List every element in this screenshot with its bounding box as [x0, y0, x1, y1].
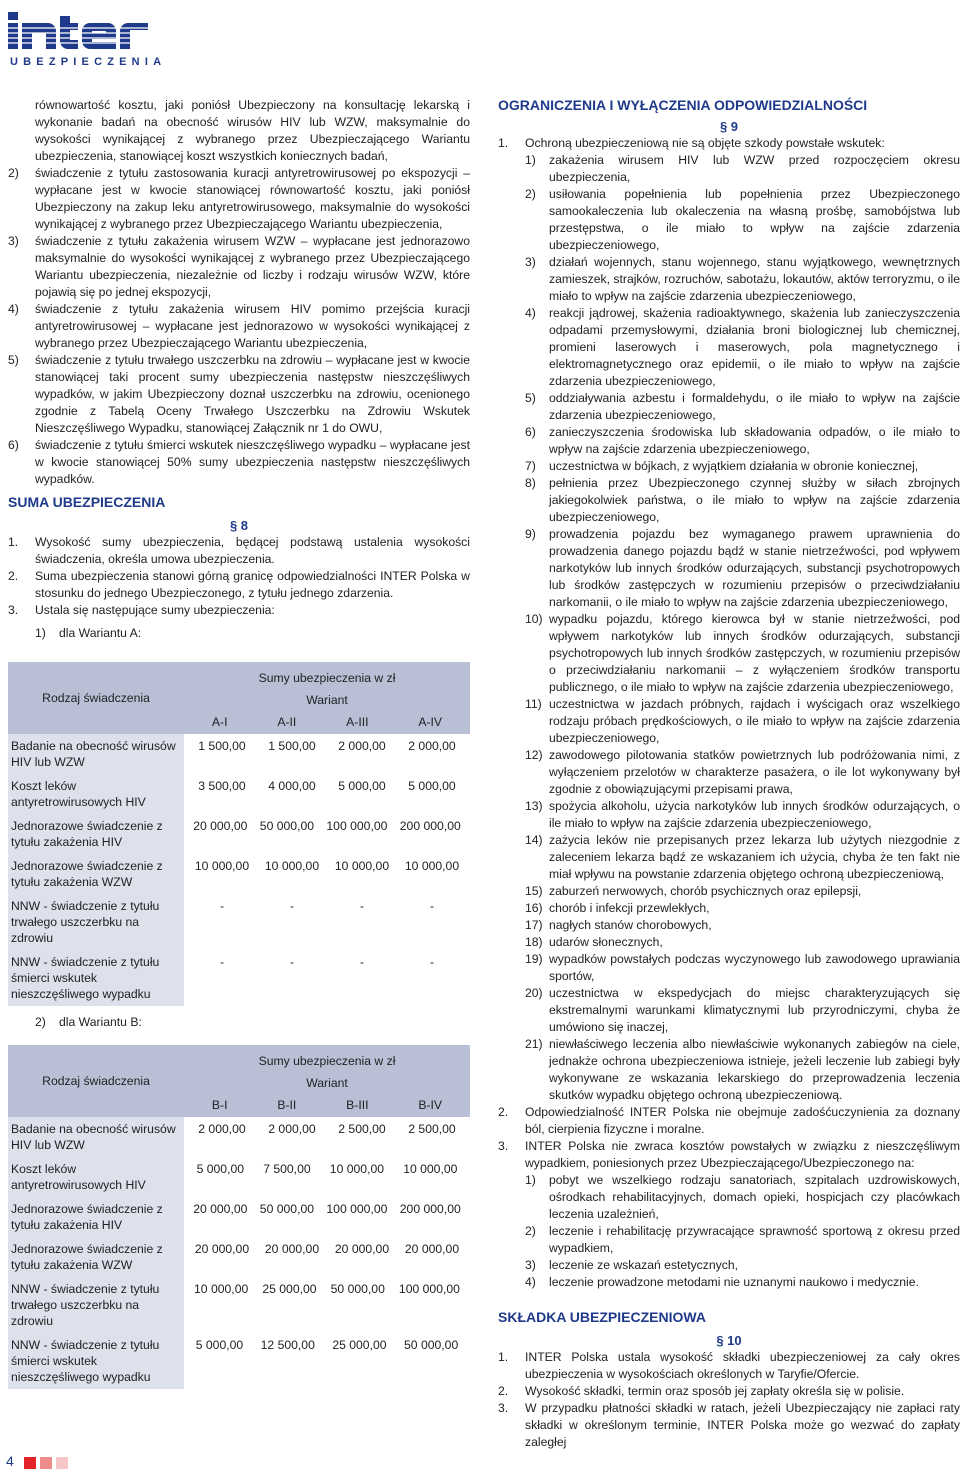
restriction-2: 2. Odpowiedzialność INTER Polska nie obejmuje zadośćuczynienia za doznany ból, cierpienia fizyczne i moralne. [498, 1105, 960, 1136]
table-row-header: Rodzaj świadczenia [8, 1045, 184, 1117]
exclusion-item: 19) wypadków powstałych podczas wyczynowego lub zawodowego uprawiania sportów, [525, 952, 960, 983]
table-row [8, 774, 470, 814]
table-cell-value: 5 000,00 [196, 1162, 245, 1176]
table-cell-value: 10 000,00 [329, 1162, 385, 1176]
table-cell-value: 20 000,00 [334, 1242, 390, 1256]
benefit-item: 4) świadczenie z tytułu zakażenia wirusem HIV pomimo przejścia kuracji antyretrowirusowej – wypłacane jest jednorazowo w wysokości wynikającej z wybranego przez Ubezpieczającego Wariantu ubezpieczenia, [8, 302, 470, 350]
exclusion-item: 15) zaburzeń nerwowych, chorób psychicznych oraz epilepsji, [525, 884, 862, 898]
table-cell-value: 5 000,00 [408, 779, 456, 793]
table-row [8, 734, 470, 774]
restrictions-heading: OGRANICZENIA I WYŁĄCZENIA ODPOWIEDZIALNOŚCI [498, 97, 868, 113]
table-row-label: Badanie na obecność wirusów HIV lub WZW [8, 1117, 184, 1157]
exclusion-item: 6) zanieczyszczenia środowiska lub składowania odpadów, o ile miało to wpływ na zajście zdarzenia ubezpieczeniowego, [525, 425, 960, 456]
table-cell-value: - [359, 955, 365, 969]
table-column-header: A-I [211, 715, 228, 729]
variant-b-label: 2) dla Wariantu B: [35, 1015, 142, 1029]
table-column-header: B-III [346, 1098, 369, 1112]
skladka-item: 3. W przypadku płatności składki w ratach, jeżeli Ubezpieczający nie zapłaci raty składki w określonym terminie, INTER Polska może go wezwać do zapłaty zaległej [498, 1401, 960, 1449]
table-variant-header: Wariant [184, 686, 470, 708]
table-row [8, 854, 470, 894]
table-cell-value: 2 000,00 [338, 739, 386, 753]
exclusion-list [498, 152, 960, 1104]
table-cell-value: 2 000,00 [408, 739, 456, 753]
table-cell-value: 20 000,00 [404, 1242, 460, 1256]
table-cell-value: 50 000,00 [330, 1282, 385, 1296]
right-column [498, 97, 960, 1451]
exclusion-item: 2) usiłowania popełnienia lub popełnienia przez Ubezpieczonego samookaleczenia lub okaleczenia na własną prośbę, samobójstwa lub przestępstwa, o ile miało to wpływ na zajście zdarzenia ubezpieczeniowego, [525, 187, 960, 252]
exclusion-item: 11) uczestnictwa w jazdach próbnych, rajdach i wyścigach oraz wszelkiego rodzaju próbach prędkościowych, o ile miało to wpływ na zajście zdarzenia ubezpieczeniowego, [525, 697, 960, 745]
table-row-label: Badanie na obecność wirusów HIV lub WZW [8, 734, 184, 774]
inter-logo [6, 6, 166, 66]
table-cell-value: 100 000,00 [326, 819, 388, 833]
exclusion-item: 1) zakażenia wirusem HIV lub WZW przed rozpoczęciem okresu ubezpieczenia, [525, 153, 960, 184]
table-cell-value: 100 000,00 [398, 1282, 460, 1296]
footer-square-pink [40, 1457, 52, 1469]
intro-text: równowartość kosztu, jaki poniósł Ubezpieczony na konsultację lekarską i wykonanie badań na obecność wirusów HIV lub WZW, maksymalnie do wysokości wynikającej z wybranego przez Ubezpieczającego Wariantu ubezpieczenia, stanowiącej koszt wszystkich koniecznych badań, [35, 98, 470, 163]
logo-subtitle: UBEZPIECZENIA [10, 56, 167, 68]
table-cell-value: 5 000,00 [195, 1338, 244, 1352]
table-column-header: A-IV [418, 715, 443, 729]
exclusion-item: 12) zawodowego pilotowania statków powietrznych lub podróżowania nimi, z wyłączeniem przelotów w charakterze pasażera, o ile lot wykonywany był zgodnie z obowiązującymi przepisami prawa, [525, 748, 960, 796]
table-row [8, 1237, 470, 1277]
suma-list [8, 534, 470, 619]
table-cell-value: - [219, 899, 225, 913]
benefit-item: 2) świadczenie z tytułu zastosowania kuracji antyretrowirusowej po ekspozycji – wypłacane jest w kwocie stanowiącej równowartość kosztu, jaki poniósł Ubezpieczony na zakup leku antyretrowirusowego, maksymalnie do wysokości wynikającej z wybranego przez Ubezpieczającego Wariantu ubezpieczenia, [8, 166, 470, 231]
table-cell-value: 10 000,00 [194, 859, 250, 873]
table-row [8, 1277, 470, 1333]
suma-item: 2. Suma ubezpieczenia stanowi górną granicę odpowiedzialności INTER Polska w stosunku do jednego Ubezpieczonego, z tytułu jednego zdarzenia. [8, 569, 470, 600]
suma-heading: SUMA UBEZPIECZENIA [8, 494, 166, 510]
skladka-item: 1. INTER Polska ustala wysokość składki ubezpieczeniowej za cały okres ubezpieczenia w wysokościach określonych w Taryfie/Ofercie. [498, 1350, 960, 1381]
table-cell-value: - [219, 955, 225, 969]
table-variant-a [8, 662, 470, 1006]
inter-logo-mark [6, 6, 166, 52]
table-cell-value: 20 000,00 [193, 1202, 248, 1216]
table-cell-value: 50 000,00 [259, 1202, 315, 1216]
table-cell-value: 200 000,00 [399, 819, 461, 833]
table-cell-value: 10 000,00 [403, 1162, 458, 1176]
restriction-1: 1. Ochroną ubezpieczeniową nie są objęte szkody powstałe wskutek: [498, 136, 885, 150]
table-cell-value: 2 500,00 [338, 1122, 386, 1136]
suma-item: 1. Wysokość sumy ubezpieczenia, będącej podstawą ustalenia wysokości świadczenia, określa umowa ubezpieczenia. [8, 535, 470, 566]
table-cell-value: 20 000,00 [193, 819, 248, 833]
table-sum-header: Sumy ubezpieczenia w zł [184, 1045, 470, 1069]
exclusion-item: 20) uczestnictwa w ekspedycjach do miejsc charakteryzujących się ekstremalnymi warunkami klimatycznymi lub przyrodniczymi, chyba że umówiono się inaczej, [525, 986, 960, 1034]
benefit-list [8, 165, 470, 488]
table-cell-value: 2 500,00 [408, 1122, 456, 1136]
table-row [8, 894, 470, 950]
cost-exclusion-list [498, 1172, 960, 1291]
restriction-3: 3. INTER Polska nie zwraca kosztów powstałych w związku z nieszczęśliwym wypadkiem, poniesionych przez Ubezpieczającego/Ubezpieczonego na: [498, 1139, 960, 1170]
skladka-list [498, 1349, 960, 1451]
cost-exclusion-item: 1) pobyt we wszelkiego rodzaju sanatoriach, szpitalach uzdrowiskowych, ośrodkach rehabilitacyjnych, domach opieki, hospicjach czy placówkach leczenia uzależnień, [525, 1173, 960, 1221]
table-row-label: Jednorazowe świadczenie z tytułu zakażenia WZW [8, 854, 184, 894]
table-cell-value: 10 000,00 [264, 859, 320, 873]
skladka-heading: SKŁADKA UBEZPIECZENIOWA [498, 1309, 706, 1325]
exclusion-item: 14) zażycia leków nie przepisanych przez lekarza lub użytych niezgodnie z zaleceniem lekarza bądź ze wskazaniem ich użycia, chyba że ten fakt nie miał wpływu na powstanie zdarzenia objętego ochroną ubezpieczeniową, [525, 833, 960, 881]
exclusion-item: 7) uczestnictwa w bójkach, z wyjątkiem działania w obronie koniecznej, [525, 459, 919, 473]
exclusion-item: 13) spożycia alkoholu, użycia narkotyków lub innych środków odurzających, o ile miało to wpływ na zajście zdarzenia ubezpieczeniowego, [525, 799, 960, 830]
table-cell-value: 20 000,00 [264, 1242, 320, 1256]
table-row-label: Jednorazowe świadczenie z tytułu zakażenia HIV [8, 1197, 184, 1237]
exclusion-item: 16) chorób i infekcji przewlekłych, [525, 901, 710, 915]
left-column [8, 97, 470, 1389]
table-cell-value: 50 000,00 [404, 1338, 459, 1352]
table-row-label: NNW - świadczenie z tytułu trwałego uszczerbku na zdrowiu [8, 1277, 184, 1333]
table-cell-value: 7 500,00 [263, 1162, 311, 1176]
table-cell-value: 10 000,00 [404, 859, 460, 873]
benefit-item: 6) świadczenie z tytułu śmierci wskutek nieszczęśliwego wypadku – wypłacane jest w kwocie stanowiącej 50% sumy ubezpieczenia następstw nieszczęśliwych wypadków. [8, 438, 470, 486]
benefit-item: 5) świadczenie z tytułu trwałego uszczerbku na zdrowiu – wypłacane jest w kwocie stanowiącej taki procent sumy ubezpieczenia następstw nieszczęśliwych wypadków, w jakim Ubezpieczony doznał uszczerbku na zdrowiu, ocenionego zgodnie z Tabelą Oceny Trwałego Uszczerbku na Zdrowiu Wskutek Nieszczęśliwego Wypadku, stanowiącej Załącznik nr 1 do OWU, [8, 353, 470, 435]
table-row [8, 1157, 470, 1197]
table-cell-value: - [359, 899, 365, 913]
cost-exclusion-item: 4) leczenie prowadzone metodami nie uznanymi naukowo i medycznie. [525, 1275, 919, 1289]
table-row-label: Koszt leków antyretrowirusowych HIV [8, 1157, 184, 1197]
footer-square-red [24, 1457, 36, 1469]
table-cell-value: 25 000,00 [262, 1282, 317, 1296]
table-row [8, 950, 470, 1006]
table-cell-value: 1 500,00 [198, 739, 246, 753]
exclusion-item: 8) pełnienia przez Ubezpieczonego czynnej służby w siłach zbrojnych jakiegokolwiek państwa, o ile miało to wpływ na zajście zdarzenia ubezpieczeniowego, [525, 476, 960, 524]
suma-item: 3. Ustala się następujące sumy ubezpieczenia: [8, 603, 275, 617]
cost-exclusion-item: 2) leczenie i rehabilitację przywracające sprawność sportową z okresu przed wypadkiem, [525, 1224, 960, 1255]
exclusion-item: 3) działań wojennych, stanu wojennego, stanu wyjątkowego, wewnętrznych zamieszek, strajków, rozruchów, sabotażu, lokautów, aktów terroryzmu, o ile miało to wpływ na zajście zdarzenia ubezpieczeniowego, [525, 255, 960, 303]
table-cell-value: 25 000,00 [332, 1338, 387, 1352]
table-row-label: NNW - świadczenie z tytułu trwałego uszczerbku na zdrowiu [8, 894, 184, 950]
table-sum-header: Sumy ubezpieczenia w zł [184, 662, 470, 686]
table-cell-value: 4 000,00 [268, 779, 316, 793]
paragraph-9: § 9 [719, 119, 739, 134]
table-cell-value: - [429, 899, 435, 913]
table-row [8, 1117, 470, 1157]
table-cell-value: 3 500,00 [198, 779, 246, 793]
table-cell-value: 100 000,00 [326, 1202, 388, 1216]
variant-a-label: 1) dla Wariantu A: [35, 626, 142, 640]
footer-square-light [56, 1457, 68, 1469]
cost-exclusion-item: 3) leczenie ze wskazań estetycznych, [525, 1258, 738, 1272]
table-row-label: NNW - świadczenie z tytułu śmierci wskutek nieszczęśliwego wypadku [8, 950, 184, 1006]
table-column-header: A-II [277, 715, 297, 729]
table-cell-value: - [289, 955, 295, 969]
table-cell-value: - [289, 899, 295, 913]
table-cell-value: 10 000,00 [334, 859, 390, 873]
table-variant-header: Wariant [184, 1069, 470, 1091]
exclusion-item: 21) niewłaściwego leczenia albo niewłaściwie wykonanych zabiegów na ciele, jednakże ochrona ubezpieczeniowa istnieje, jeżeli leczenie lub zabiegi były wykonywane ze wskazania lekarskiego do przeprowadzenia leczenia skutków wypadku objętego ochroną ubezpieczeniową. [525, 1037, 960, 1102]
page-number: 4 [6, 1453, 14, 1469]
exclusion-item: 4) reakcji jądrowej, skażenia radioaktywnego, skażenia lub zanieczyszczenia odpadami przemysłowymi, działania broni biologicznej lub chemicznej, promieni laserowych i maserowych, pola magnetycznego i elektromagnetycznego oraz epidemii, o ile miało to wpływ na zajście zdarzenia ubezpieczeniowego, [525, 306, 960, 388]
table-cell-value: 10 000,00 [194, 1282, 249, 1296]
exclusion-item: 5) oddziaływania azbestu i formaldehydu, o ile miało to wpływ na zajście zdarzenia ubezpieczeniowego, [525, 391, 960, 422]
exclusion-item: 10) wypadku pojazdu, którego kierowca był w stanie nietrzeźwości, pod wpływem narkotyków lub innych środków odurzających, substancji psychotropowych lub innych środków zastępczych, w rozumieniu przepisów o przeciwdziałaniu narkomanii – z wyłączeniem środków transportu publicznego, o ile miało to wpływ na zajście zdarzenia ubezpieczeniowego, [525, 612, 960, 694]
exclusion-item: 9) prowadzenia pojazdu bez wymaganego prawem uprawnienia do prowadzenia danego pojazdu bądź w stanie nietrzeźwości, pod wpływem narkotyków lub innych środków odurzających, substancji psychotropowych lub środków zastępczych w rozumieniu przepisów o przeciwdziałaniu narkomanii, o ile miało to wpływ na zajście zdarzenia ubezpieczeniowego, [525, 527, 960, 609]
table-column-header: B-I [211, 1098, 228, 1112]
table-column-header: B-IV [418, 1098, 443, 1112]
table-cell-value: 2 000,00 [268, 1122, 316, 1136]
table-row [8, 1197, 470, 1237]
table-cell-value: 50 000,00 [259, 819, 315, 833]
table-column-header: B-II [277, 1098, 297, 1112]
table-cell-value: 12 500,00 [260, 1338, 315, 1352]
skladka-item: 2. Wysokość składki, termin oraz sposób jej zapłaty określa się w polisie. [498, 1384, 905, 1398]
table-cell-value: 2 000,00 [198, 1122, 246, 1136]
table-row-label: Jednorazowe świadczenie z tytułu zakażenia HIV [8, 814, 184, 854]
table-cell-value: 20 000,00 [194, 1242, 250, 1256]
exclusion-item: 18) udarów słonecznych, [525, 935, 663, 949]
table-row [8, 1333, 470, 1389]
benefit-item: 3) świadczenie z tytułu zakażenia wirusem WZW – wypłacane jest jednorazowo maksymalnie do wysokości wynikającej z wybranego przez Ubezpieczającego Wariantu ubezpieczenia, niezależnie od liczby i rodzaju wirusów WZW, które pojawią się po jednej ekspozycji, [8, 234, 470, 299]
table-row-label: NNW - świadczenie z tytułu śmierci wskutek nieszczęśliwego wypadku [8, 1333, 184, 1389]
table-column-header: A-III [346, 715, 369, 729]
paragraph-8: § 8 [229, 518, 249, 533]
table-row-header: Rodzaj świadczenia [8, 662, 184, 734]
exclusion-item: 17) nagłych stanów chorobowych, [525, 918, 712, 932]
table-cell-value: 5 000,00 [338, 779, 386, 793]
table-cell-value: 1 500,00 [268, 739, 316, 753]
table-row [8, 814, 470, 854]
table-cell-value: 200 000,00 [399, 1202, 461, 1216]
table-cell-value: - [429, 955, 435, 969]
table-variant-b [8, 1045, 470, 1389]
table-row-label: Jednorazowe świadczenie z tytułu zakażenia WZW [8, 1237, 184, 1277]
table-row-label: Koszt leków antyretrowirusowych HIV [8, 774, 184, 814]
paragraph-10: § 10 [716, 1333, 742, 1348]
